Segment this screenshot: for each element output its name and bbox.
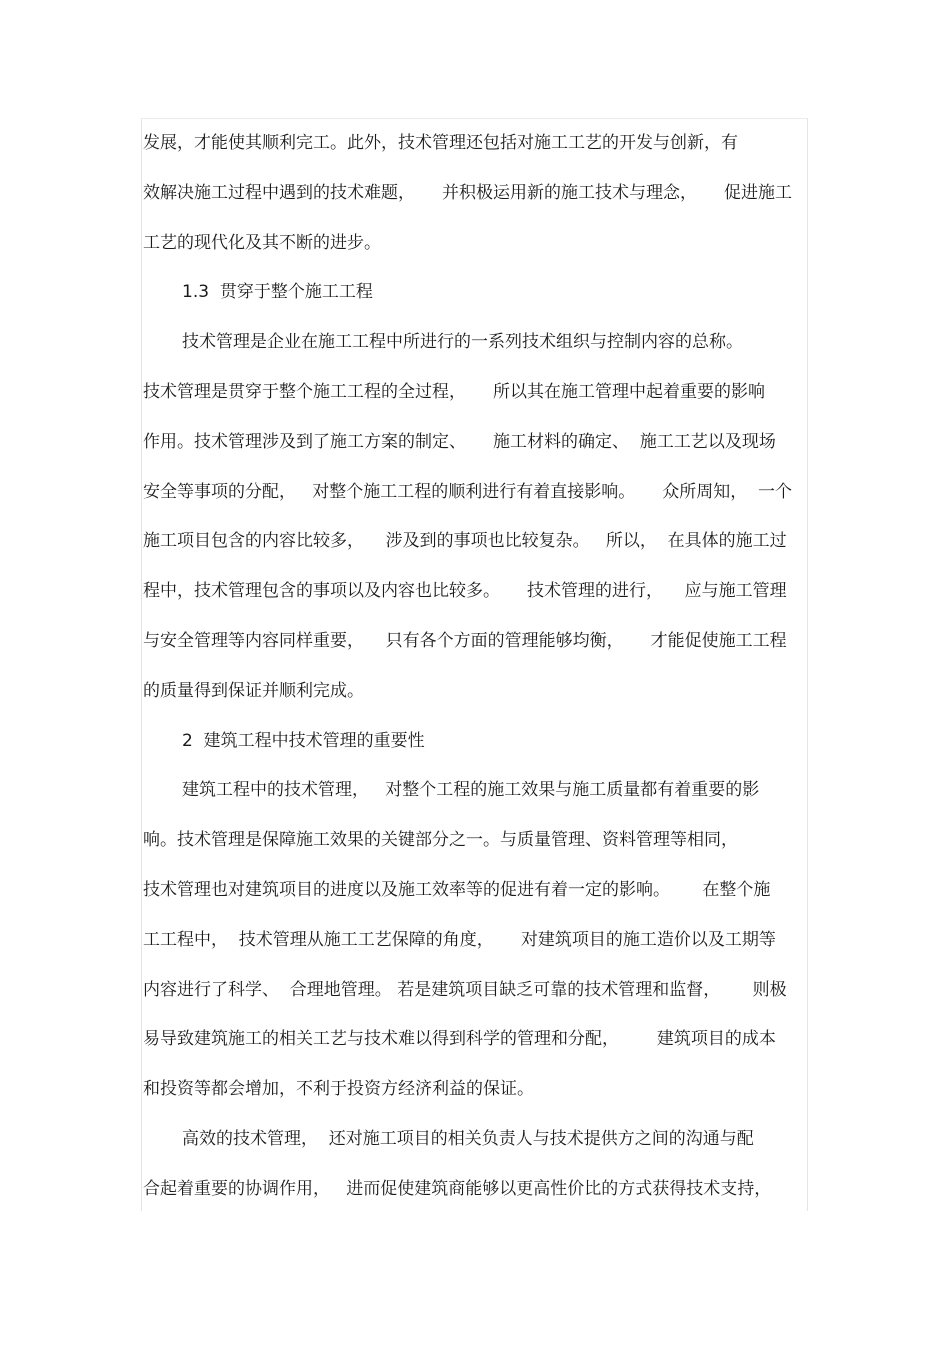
document-body [143, 125, 805, 1221]
section-heading: 1.3 贯穿于整个施工工程 [182, 282, 373, 303]
text-line: 技术管理是贯穿于整个施工工程的全过程， 所以其在施工管理中起着重要的影响 [143, 381, 766, 402]
text-line: 易导致建筑施工的相关工艺与技术难以得到科学的管理和分配， 建筑项目的成本 [143, 1029, 776, 1050]
text-line: 的质量得到保证并顺利完成。 [143, 680, 364, 701]
paragraph-first-line: 技术管理是企业在施工工程中所进行的一系列技术组织与控制内容的总称。 [182, 332, 743, 353]
text-line: 效解决施工过程中遇到的技术难题， 并积极运用新的施工技术与理念， 促进施工 [143, 182, 793, 203]
text-line: 合起着重要的协调作用， 进而促使建筑商能够以更高性价比的方式获得技术支持， [143, 1178, 772, 1199]
text-line: 内容进行了科学、 合理地管理。 若是建筑项目缺乏可靠的技术管理和监督， 则极 [143, 979, 787, 1000]
text-line: 安全等事项的分配， 对整个施工工程的顺利进行有着直接影响。 众所周知， 一个 [143, 481, 793, 502]
text-line: 工工程中， 技术管理从施工工艺保障的角度， 对建筑项目的施工造价以及工期等 [143, 929, 776, 950]
text-line: 和投资等都会增加，不利于投资方经济利益的保证。 [143, 1079, 534, 1100]
paragraph-first-line: 建筑工程中的技术管理， 对整个工程的施工效果与施工质量都有着重要的影 [182, 780, 760, 801]
text-line: 发展，才能使其顺利完工。此外，技术管理还包括对施工工艺的开发与创新，有 [143, 133, 738, 153]
text-line: 响。技术管理是保障施工效果的关键部分之一。与质量管理、资料管理等相同， [143, 830, 738, 851]
text-line: 工艺的现代化及其不断的进步。 [143, 232, 381, 253]
text-line: 与安全管理等内容同样重要， 只有各个方面的管理能够均衡， 才能促使施工工程 [143, 630, 787, 651]
text-line: 施工项目包含的内容比较多， 涉及到的事项也比较复杂。 所以， 在具体的施工过 [143, 531, 787, 552]
text-line: 程中，技术管理包含的事项以及内容也比较多。 技术管理的进行， 应与施工管理 [143, 581, 787, 602]
section-heading: 2 建筑工程中技术管理的重要性 [182, 730, 425, 751]
text-line: 技术管理也对建筑项目的进度以及施工效率等的促进有着一定的影响。 在整个施 [143, 879, 771, 900]
text-line: 作用。技术管理涉及到了施工方案的制定、 施工材料的确定、 施工工艺以及现场 [143, 431, 776, 452]
paragraph-first-line: 高效的技术管理， 还对施工项目的相关负责人与技术提供方之间的沟通与配 [182, 1128, 754, 1149]
